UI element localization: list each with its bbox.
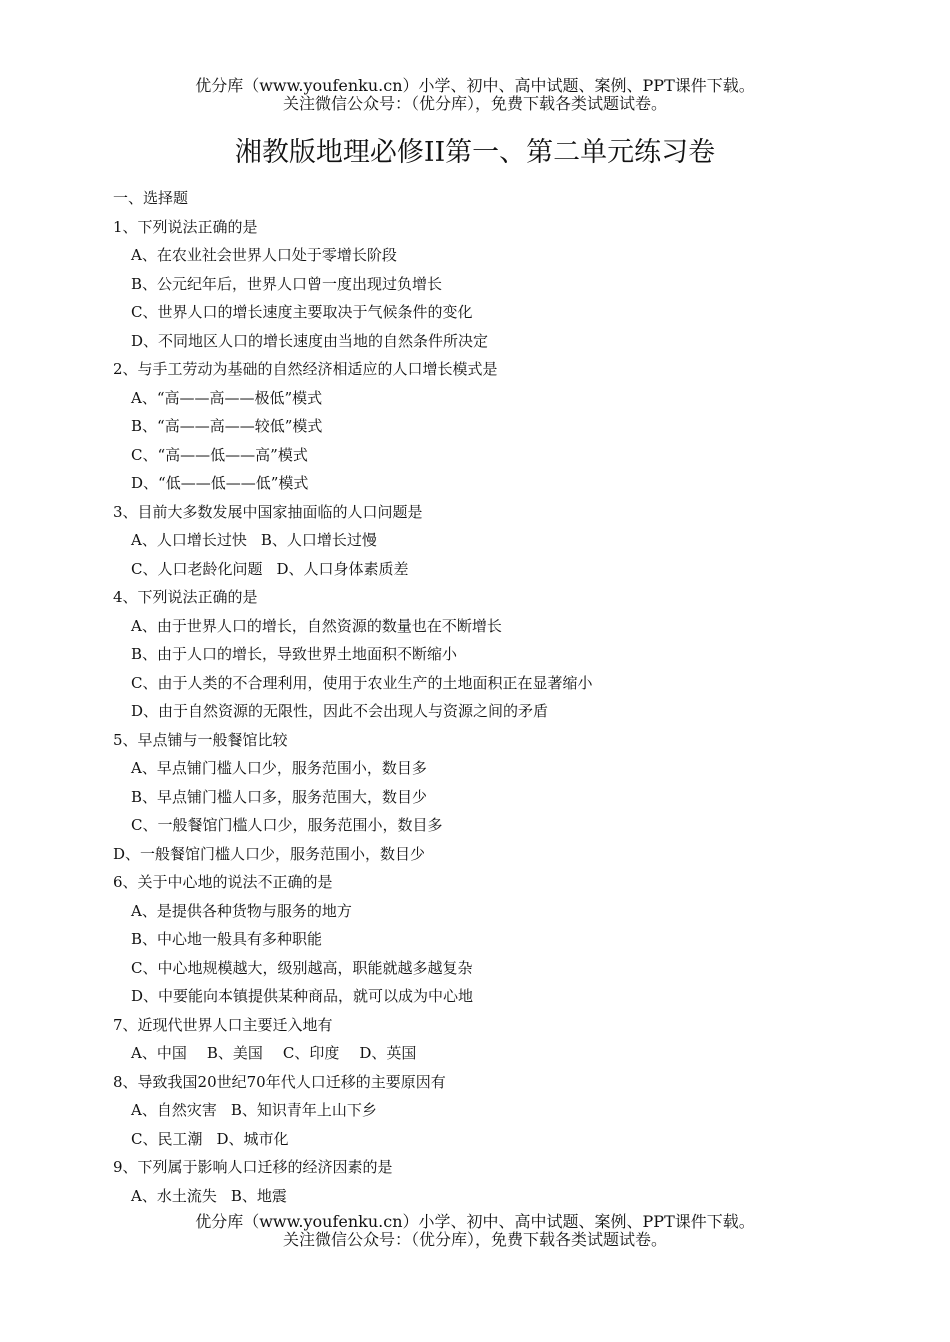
question-4-option-d: D、由于自然资源的无限性，因此不会出现人与资源之间的矛盾 [131,702,549,720]
question-4-option-a: A、由于世界人口的增长，自然资源的数量也在不断增长 [131,616,502,635]
question-3-option-b: B、人口增长过慢 [260,531,377,549]
question-8-stem: 8、导致我国20世纪70年代人口迁移的主要原因有 [113,1072,446,1091]
question-6-stem: 6、关于中心地的说法不正确的是 [113,873,333,891]
question-8-option-d: D、城市化 [216,1129,289,1148]
question-2-stem: 2、与手工劳动为基础的自然经济相适应的人口增长模式是 [113,360,498,378]
question-5-stem: 5、早点铺与一般餐馆比较 [113,730,288,749]
question-7-option-d: D、英国 [359,1044,417,1062]
question-8-option-a: A、自然灾害 [131,1101,217,1119]
footer-banner [0,1213,950,1249]
question-9-stem: 9、下列属于影响人口迁移的经济因素的是 [113,1158,393,1176]
question-1-option-c: C、世界人口的增长速度主要取决于气候条件的变化 [131,303,473,321]
question-6-option-a: A、是提供各种货物与服务的地方 [131,901,352,920]
question-3-option-c: C、人口老龄化问题 [131,559,263,578]
question-4-option-c: C、由于人类的不合理利用，使用于农业生产的土地面积正在显著缩小 [131,673,593,692]
question-7-stem: 7、近现代世界人口主要迁入地有 [113,1015,333,1034]
question-8-options-row-1 [113,1096,893,1125]
question-5-option-d: D、一般餐馆门槛人口少，服务范围小，数目少 [113,844,426,863]
question-3-option-d: D、人口身体素质差 [276,559,409,578]
question-9-option-b: B、地震 [230,1186,287,1205]
page-title: 湘教版地理必修II第一、第二单元练习卷 [234,137,716,168]
question-2-option-a: A、“高——高——极低”模式 [131,388,323,407]
question-4-stem: 4、下列说法正确的是 [113,588,258,606]
footer-line-1: 优分库（www.youfenku.cn）小学、初中、高中试题、案例、PPT课件下载。 [195,1212,755,1231]
question-2-option-b: B、“高——高——较低”模式 [131,417,323,435]
question-3-options-row-2 [113,555,893,584]
question-3-options-row-1 [113,526,893,555]
question-9-option-a: A、水土流失 [131,1186,217,1205]
header-line-1: 优分库（www.youfenku.cn）小学、初中、高中试题、案例、PPT课件下载。 [195,76,755,95]
question-6-option-b: B、中心地一般具有多种职能 [131,930,323,948]
question-4-option-b: B、由于人口的增长，导致世界土地面积不断缩小 [131,645,458,663]
question-8-option-b: B、知识青年上山下乡 [230,1101,377,1119]
question-7-option-a: A、中国 [131,1044,187,1062]
header-banner [0,77,950,113]
footer-line-2: 关注微信公众号：（优分库），免费下载各类试题试卷。 [282,1230,667,1249]
question-6-option-d: D、中要能向本镇提供某种商品，就可以成为中心地 [131,987,474,1005]
question-1-option-b: B、公元纪年后，世界人口曾一度出现过负增长 [131,274,443,293]
question-2-option-c: C、“高——低——高”模式 [131,445,308,464]
question-2-option-d: D、“低——低——低”模式 [131,474,309,492]
question-7-option-b: B、美国 [206,1044,263,1062]
header-line-2: 关注微信公众号：（优分库），免费下载各类试题试卷。 [282,94,667,113]
question-1-stem: 1、下列说法正确的是 [113,217,258,236]
question-8-option-c: C、民工潮 [131,1129,203,1148]
question-9-options-row-1 [113,1182,893,1211]
question-1-option-a: A、在农业社会世界人口处于零增长阶段 [131,246,397,264]
question-5-option-c: C、一般餐馆门槛人口少，服务范围小，数目多 [131,816,443,834]
exam-content [113,184,893,1210]
question-1-option-d: D、不同地区人口的增长速度由当地的自然条件所决定 [131,331,489,350]
question-8-options-row-2 [113,1125,893,1154]
question-5-option-b: B、早点铺门槛人口多，服务范围大，数目少 [131,787,428,806]
question-3-option-a: A、人口增长过快 [131,531,247,549]
section-heading: 一、选择题 [113,189,189,207]
question-6-option-c: C、中心地规模越大，级别越高，职能就越多越复杂 [131,958,473,977]
question-7-options-row [113,1039,893,1068]
question-7-option-c: C、印度 [282,1044,340,1062]
question-5-option-a: A、早点铺门槛人口少，服务范围小，数目多 [131,759,427,777]
question-3-stem: 3、目前大多数发展中国家抽面临的人口问题是 [113,502,423,521]
